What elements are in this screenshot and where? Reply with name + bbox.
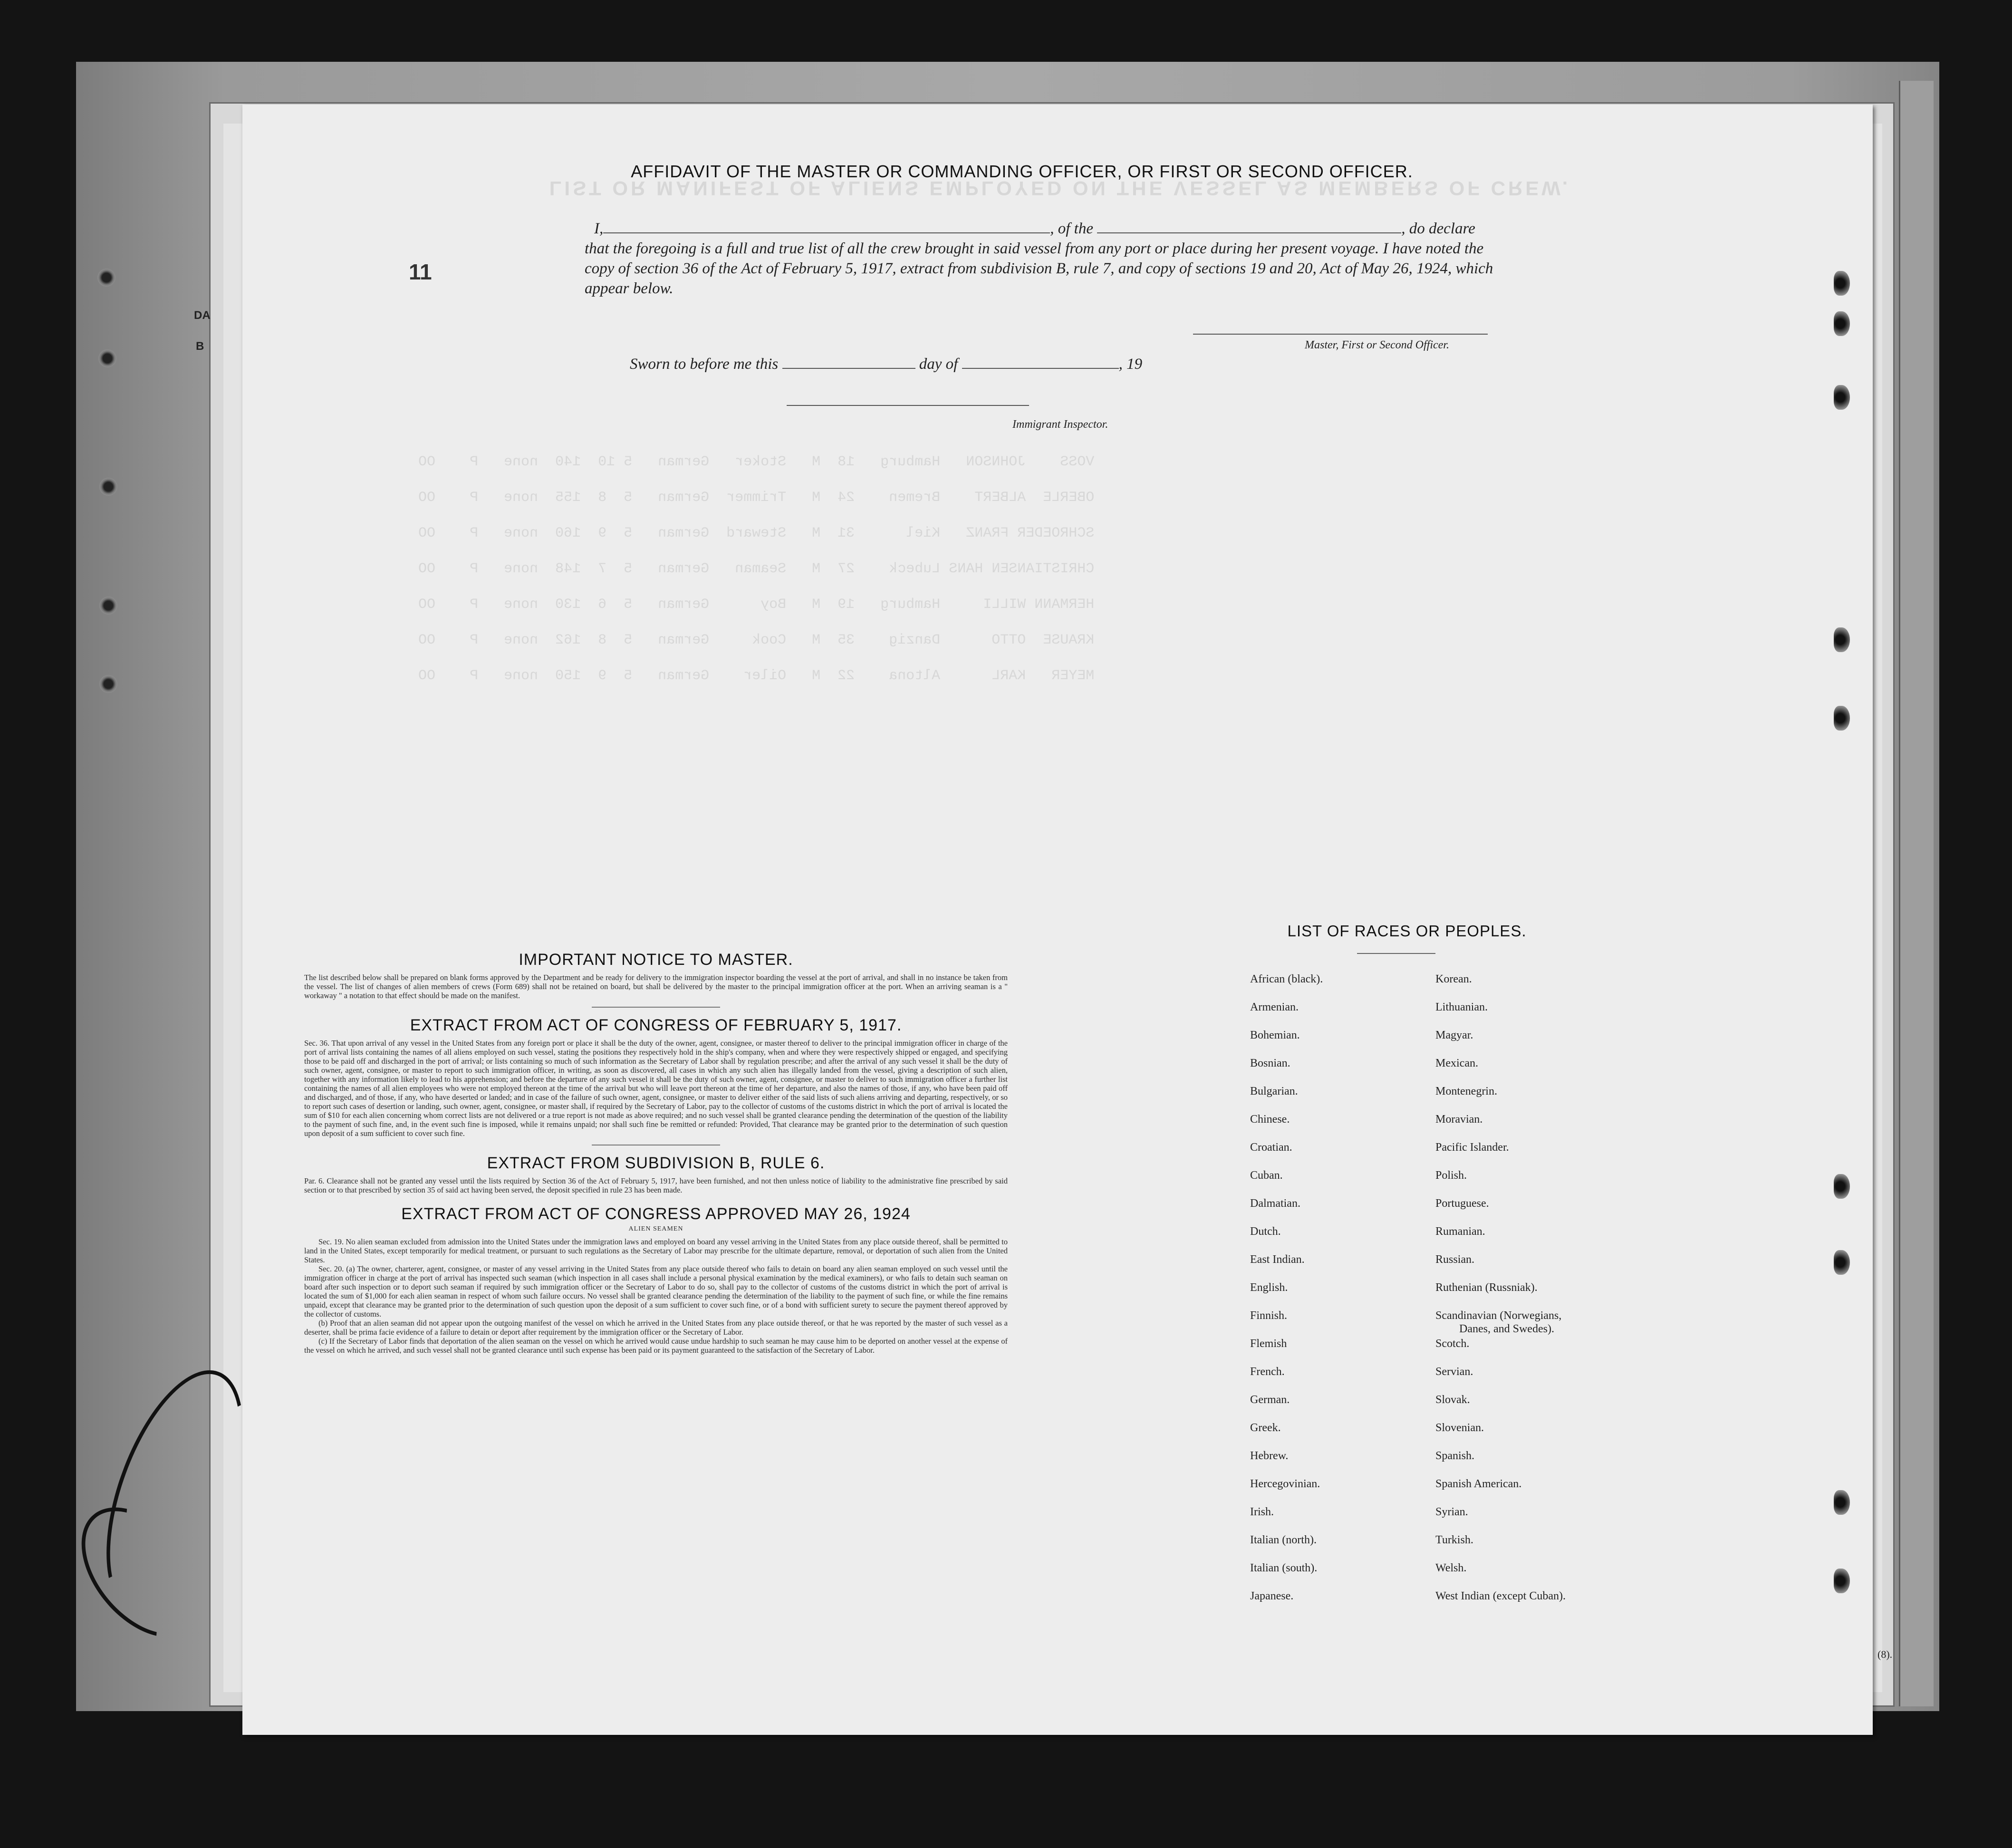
race-item: Cuban. xyxy=(1250,1169,1283,1182)
race-item: Ruthenian (Russniak). xyxy=(1435,1281,1538,1294)
vessel-blank[interactable] xyxy=(1097,220,1401,233)
race-item: Spanish. xyxy=(1435,1450,1475,1462)
bleed-through-row: SCHROEDER FRANZ Kiel 31 M Steward German 5 9 160 none P OO xyxy=(418,525,1129,541)
master-label: Master, First or Second Officer. xyxy=(1305,339,1449,351)
punch-hole-icon xyxy=(1834,271,1850,296)
punch-hole-icon xyxy=(1834,385,1850,410)
side-label-da: DA xyxy=(194,309,211,322)
name-blank[interactable] xyxy=(603,220,1050,233)
extract-1924-sec20a: Sec. 20. (a) The owner, charterer, agent, consignee, or master of any vessel arriving in the United States from any place outside thereof who fails to detain on board any alien seaman employed on such vessel until the immigration officer in charge at the port of arrival has inspected such seaman (which inspection in all cases shall include a personal physical examination by the medical examiners), or who fails to detain such seaman on board after such inspection or to deport such seaman if required by such immigration officer or the Secretary of Labor to do so, shall pay to the collector of customs of the customs district in which the port of arrival is located the sum of $1,000 for each alien seaman in respect of whom such failure occurs. No vessel shall be granted clearance pending the determination of the liability to the payment of such fine, or while the fine remains unpaid, except that clearance may be granted prior to the determination of such question upon the deposit of a sum sufficient to cover such fine, or of a bond with sufficient surety to secure the payment thereof approved by the collector of customs. xyxy=(304,1264,1008,1319)
races-right-column xyxy=(1435,972,1566,1617)
punch-hole-icon xyxy=(1834,1174,1850,1199)
race-item: Portuguese. xyxy=(1435,1197,1489,1210)
extract-1924-title: EXTRACT FROM ACT OF CONGRESS APPROVED MAY 26, 1924 xyxy=(401,1205,911,1223)
extract-1924-sec20c: (c) If the Secretary of Labor finds that deportation of the alien seaman on the vessel on which he arrived would cause undue hardship to such seaman he may cause him to be deported on another vessel at the expense of the vessel on which he arrived, and such vessel shall not be granted clearance until such expense has been paid or its payment guaranteed to the satisfaction of the Secretary of Labor. xyxy=(304,1337,1008,1355)
sworn-day-blank[interactable] xyxy=(782,356,915,369)
race-item: Turkish. xyxy=(1435,1534,1473,1546)
race-item: Korean. xyxy=(1435,973,1472,985)
race-item: Pacific Islander. xyxy=(1435,1141,1509,1154)
race-item: Japanese. xyxy=(1250,1590,1294,1602)
race-item: Hercegovinian. xyxy=(1250,1478,1320,1490)
race-item: German. xyxy=(1250,1394,1290,1406)
bleed-through-row: KRAUSE OTTO Danzig 35 M Cook German 5 8 162 none P OO xyxy=(418,632,1129,648)
affidavit-statement: that the foregoing is a full and true list of all the crew brought in said vessel from any port or place during her present voyage. I have noted the copy of section 36 of the Act of February 5, 1917, extract from subdivision B, rule 7, and copy of sections 19 and 20, Act of May 26, 1924, which appear below. xyxy=(585,240,1493,297)
bleed-through-row: CHRISTIANSEN HANS Lubeck 27 M Seaman German 5 7 148 none P OO xyxy=(418,561,1129,577)
race-item: Italian (north). xyxy=(1250,1534,1317,1546)
race-item: Moravian. xyxy=(1435,1113,1483,1126)
race-item: Magyar. xyxy=(1435,1029,1473,1041)
divider xyxy=(1357,953,1435,954)
side-label-b: B xyxy=(196,340,204,353)
legal-notices xyxy=(304,951,1008,1355)
race-item: English. xyxy=(1250,1281,1288,1294)
race-item xyxy=(1435,1309,1566,1337)
sworn-line xyxy=(630,354,1248,374)
extract-1924-sec20b: (b) Proof that an alien seaman did not appear upon the outgoing manifest of the vessel on which he arrived in the United States from any place outside thereof, or that he was reported by the master of such vessel as a deserter, shall be prima facie evidence of a failure to detain or deport after requirement by the immigration officer or the Secretary of Labor. xyxy=(304,1319,1008,1337)
inspector-label: Immigrant Inspector. xyxy=(1012,418,1108,431)
race-item: Dutch. xyxy=(1250,1225,1281,1238)
race-item: Bosnian. xyxy=(1250,1057,1290,1069)
race-item: West Indian (except Cuban). xyxy=(1435,1590,1566,1602)
race-item: Flemish xyxy=(1250,1338,1287,1350)
race-item: Lithuanian. xyxy=(1435,1001,1488,1013)
race-item: Servian. xyxy=(1435,1366,1473,1378)
race-item: Slovenian. xyxy=(1435,1422,1484,1434)
punch-hole-icon xyxy=(98,349,116,367)
race-item: Hebrew. xyxy=(1250,1450,1289,1462)
punch-hole-icon xyxy=(1834,1569,1850,1593)
race-item: Scotch. xyxy=(1435,1338,1470,1350)
race-item: African (black). xyxy=(1250,973,1323,985)
subdivision-b-body: Par. 6. Clearance shall not be granted any vessel until the lists required by Section 36 of the Act of February 5, 1917, have been furnished, and not then unless notice of liability to the administrative fine prescribed by said section or to that prescribed by section 35 of said act having been served, the deposit specified in rule 23 has been made. xyxy=(304,1176,1008,1194)
bleed-through-row: MEYER KARL Altona 22 M Oiler German 5 9 150 none P OO xyxy=(418,668,1129,684)
punch-hole-icon xyxy=(1834,627,1850,652)
binder-edge xyxy=(1899,81,1934,1706)
race-item: Polish. xyxy=(1435,1169,1467,1182)
day-of-label: day of xyxy=(919,356,958,373)
affidavit-do-declare: , do declare xyxy=(1401,220,1475,237)
race-item: Slovak. xyxy=(1435,1394,1470,1406)
race-item: Mexican. xyxy=(1435,1057,1478,1069)
race-item: East Indian. xyxy=(1250,1253,1305,1266)
punch-hole-icon xyxy=(97,269,116,287)
punch-hole-icon xyxy=(1834,311,1850,336)
extract-1917-body: Sec. 36. That upon arrival of any vessel in the United States from any foreign port or place it shall be the duty of the owner, agent, consignee, or master thereof to deliver to the principal immigration officer in charge of the port of arrival lists containing the names of all aliens employed on such vessel, stating the positions they respectively hold in the ship's company, when and where they were respectively shipped or engaged, and specifying those to be paid off and discharged in the port of arrival; or lists containing so much of such information as the Secretary of Labor shall by regulation prescribe; and after the arrival of any such vessel it shall be the duty of such owner, agent, consignee, or master to report to such immigration officer, in writing, as soon as discovered, all cases in which any such alien has illegally landed from the vessel, giving a description of such alien, together with any information likely to lead to his apprehension; and before the departure of any such vessel it shall be the duty of such owner, agent, consignee, or master to deliver to such immigration officer a further list containing the names of all alien employees who were not employed thereon at the time of the arrival but who will leave port thereon at the time of her departure, and also the names of those, if any, who have been paid off and discharged, and of those, if any, who have deserted or landed; and in case of the failure of such owner, agent, consignee, or master to deliver either of the said lists of such aliens arriving and departing, respectively, or so to report such cases of desertion or landing, such owner, agent, consignee, or master shall, if required by the Secretary of Labor, pay to the collector of customs of the customs district in which the port of arrival is located the sum of $10 for each alien concerning whom correct lists are not delivered or a true report is not made as above required; and no such vessel shall be granted clearance pending the determination of the question of the liability to the payment of such fine, and, in the event such fine is imposed, while it remains unpaid; nor shall such fine be remitted or refunded: Provided, That clearance may be granted prior to the determination of such question upon deposit of a sum sufficient to cover such fine. xyxy=(304,1039,1008,1138)
notice-title: IMPORTANT NOTICE TO MASTER. xyxy=(519,951,793,969)
race-item: Croatian. xyxy=(1250,1141,1292,1154)
master-signature-line[interactable] xyxy=(1193,334,1488,335)
race-item: French. xyxy=(1250,1366,1285,1378)
race-item: Armenian. xyxy=(1250,1001,1299,1013)
bleed-through-row: HERMANN WILLI Hamburg 19 M Boy German 5 6 130 none P OO xyxy=(418,597,1129,613)
race-item: Bohemian. xyxy=(1250,1029,1300,1041)
punch-hole-icon xyxy=(99,675,117,693)
affidavit-title: AFFIDAVIT OF THE MASTER OR COMMANDING OFFICER, OR FIRST OR SECOND OFFICER. xyxy=(631,162,1413,181)
subdivision-b-title: EXTRACT FROM SUBDIVISION B, RULE 6. xyxy=(487,1154,825,1172)
affidavit-body xyxy=(585,219,1516,298)
race-item: Bulgarian. xyxy=(1250,1085,1298,1097)
race-item-line2: Danes, and Swedes). xyxy=(1459,1323,1554,1335)
race-item: Greek. xyxy=(1250,1422,1281,1434)
race-item: Syrian. xyxy=(1435,1506,1468,1518)
notice-body: The list described below shall be prepared on blank forms approved by the Department and be ready for delivery to the immigration inspector boarding the vessel at the port of arrival, and shall in no instance be taken from the vessel. The list of changes of alien members of crews (Form 689) shall not be retained on board, but shall be delivered by the master to the principal immigration officer at the port. When an arriving seaman is a " workaway " a notation to that effect should be made on the manifest. xyxy=(304,973,1008,1000)
extract-1917-title: EXTRACT FROM ACT OF CONGRESS OF FEBRUARY 5, 1917. xyxy=(410,1016,902,1034)
race-item: Rumanian. xyxy=(1435,1225,1485,1238)
extract-1924-subtitle: ALIEN SEAMEN xyxy=(628,1225,684,1232)
races-left-column xyxy=(1250,972,1323,1617)
affidavit-of-the: , of the xyxy=(1050,220,1093,237)
affidavit-i-label: I, xyxy=(594,220,604,237)
race-item: Montenegrin. xyxy=(1435,1085,1497,1097)
punch-hole-icon xyxy=(1834,1250,1850,1275)
form-code: (8). xyxy=(1877,1648,1893,1660)
divider xyxy=(592,1007,720,1008)
race-item: Chinese. xyxy=(1250,1113,1290,1126)
bleed-through-heading: LIST OR MANIFEST OF ALIENS EMPLOYED ON THE VESSEL AS MEMBERS OF CREW. xyxy=(549,177,1571,200)
sworn-month-blank[interactable] xyxy=(962,356,1119,369)
race-item: Irish. xyxy=(1250,1506,1274,1518)
punch-hole-icon xyxy=(99,478,117,496)
document-page xyxy=(242,105,1873,1735)
sworn-label: Sworn to before me this xyxy=(630,356,779,373)
punch-hole-icon xyxy=(1834,1490,1850,1515)
bleed-through-row: OBERLE ALBERT Bremen 24 M Trimmer German 5 8 155 none P OO xyxy=(418,490,1129,506)
race-item: Welsh. xyxy=(1435,1562,1467,1574)
race-item: Italian (south). xyxy=(1250,1562,1318,1574)
race-item: Russian. xyxy=(1435,1253,1475,1266)
extract-1924-sec19: Sec. 19. No alien seaman excluded from admission into the United States under the immigration laws and employed on board any vessel arriving in the United States from any place outside thereof, shall be permitted to land in the United States, except temporarily for medical treatment, or pursuant to such regulations as the Secretary of Labor may prescribe for the ultimate departure, removal, or deportation of such alien from the United States. xyxy=(304,1237,1008,1264)
punch-hole-icon xyxy=(99,597,117,615)
races-title: LIST OF RACES OR PEOPLES. xyxy=(1287,922,1527,940)
race-item: Finnish. xyxy=(1250,1309,1288,1322)
inspector-signature-line[interactable] xyxy=(787,405,1029,406)
race-item-line1: Scandinavian (Norwegians, xyxy=(1435,1309,1562,1322)
race-item: Spanish American. xyxy=(1435,1478,1522,1490)
race-item: Dalmatian. xyxy=(1250,1197,1300,1210)
punch-hole-icon xyxy=(1834,706,1850,731)
year-prefix: , 19 xyxy=(1118,356,1143,373)
bleed-through-row: VOSS JOHNSON Hamburg 18 M Stoker German 5 10 140 none P OO xyxy=(418,454,1129,470)
handwritten-mark: 11 xyxy=(409,260,432,284)
